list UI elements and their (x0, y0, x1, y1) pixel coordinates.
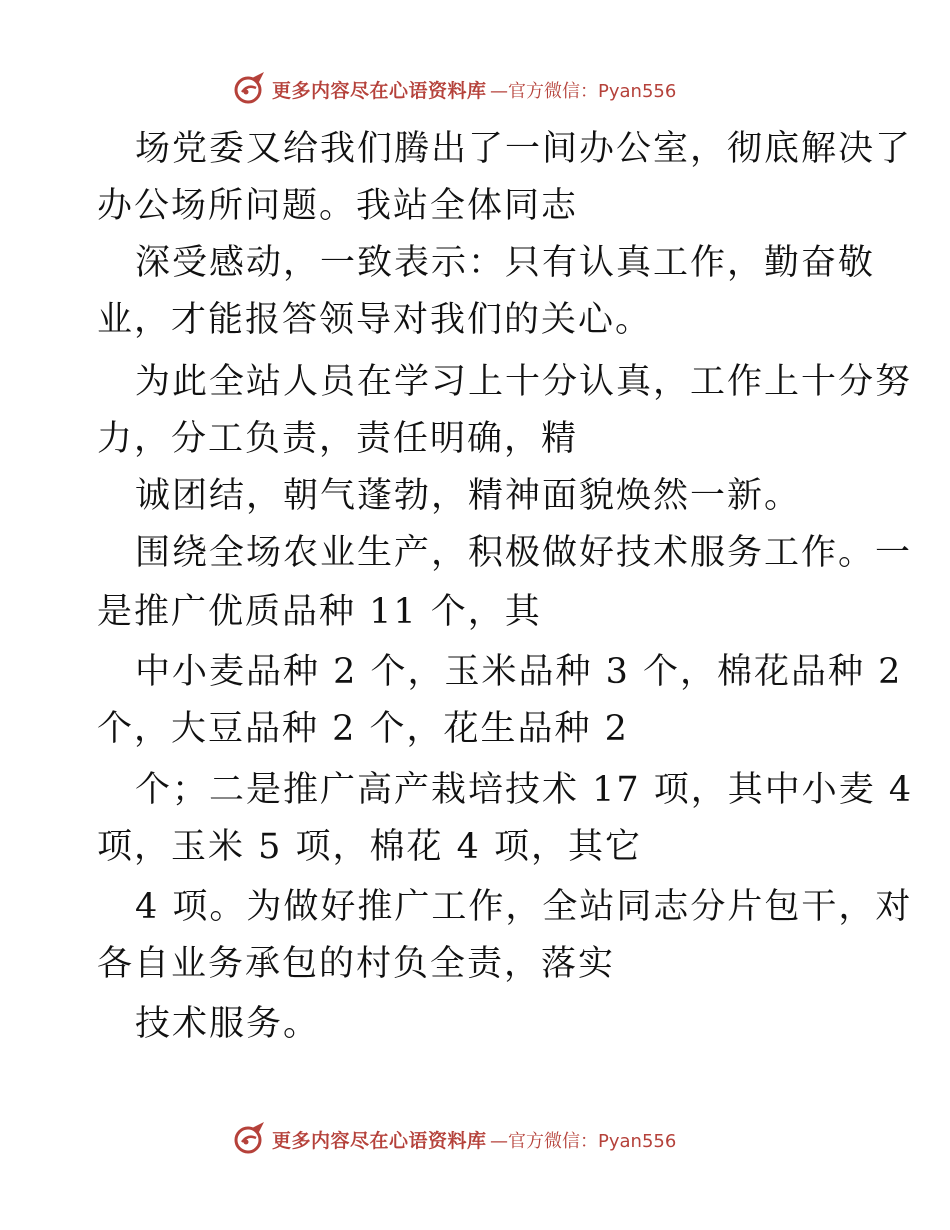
text-line: 个，大豆品种 2 个，花生品种 2 (97, 709, 629, 749)
text-line: 围绕全场农业生产，积极做好技术服务工作。一 (135, 533, 913, 573)
text-line: 各自业务承包的村负全责，落实 (97, 944, 616, 984)
header-wechat-text: —官方微信：Pyan556 (490, 81, 677, 102)
pen-logo-icon (232, 1120, 268, 1156)
footer-brand-text: 更多内容尽在心语资料库 (272, 1130, 487, 1152)
pen-logo-icon (232, 70, 268, 106)
text-line: 场党委又给我们腾出了一间办公室，彻底解决了 (135, 129, 913, 169)
text-line: 诚团结，朝气蓬勃，精神面貌焕然一新。 (135, 476, 802, 516)
text-line: 力，分工负责，责任明确，精 (97, 419, 579, 459)
text-line: 个；二是推广高产栽培技术 17 项，其中小麦 4 (135, 770, 914, 810)
footer-watermark (0, 1120, 950, 1160)
text-line: 4 项。为做好推广工作，全站同志分片包干，对 (135, 887, 913, 927)
header-watermark (0, 70, 950, 110)
header-brand-text: 更多内容尽在心语资料库 (272, 80, 487, 102)
text-line: 是推广优质品种 11 个，其 (97, 592, 542, 632)
text-line: 深受感动，一致表示：只有认真工作，勤奋敬 (135, 243, 876, 283)
text-line: 中小麦品种 2 个，玉米品种 3 个，棉花品种 2 (135, 652, 903, 692)
text-line: 业，才能报答领导对我们的关心。 (97, 300, 653, 340)
text-line: 技术服务。 (135, 1004, 321, 1044)
text-line: 项，玉米 5 项，棉花 4 项，其它 (97, 827, 643, 867)
text-line: 为此全站人员在学习上十分认真，工作上十分努 (135, 362, 913, 402)
text-line: 办公场所问题。我站全体同志 (97, 186, 579, 226)
footer-wechat-text: —官方微信：Pyan556 (490, 1131, 677, 1152)
